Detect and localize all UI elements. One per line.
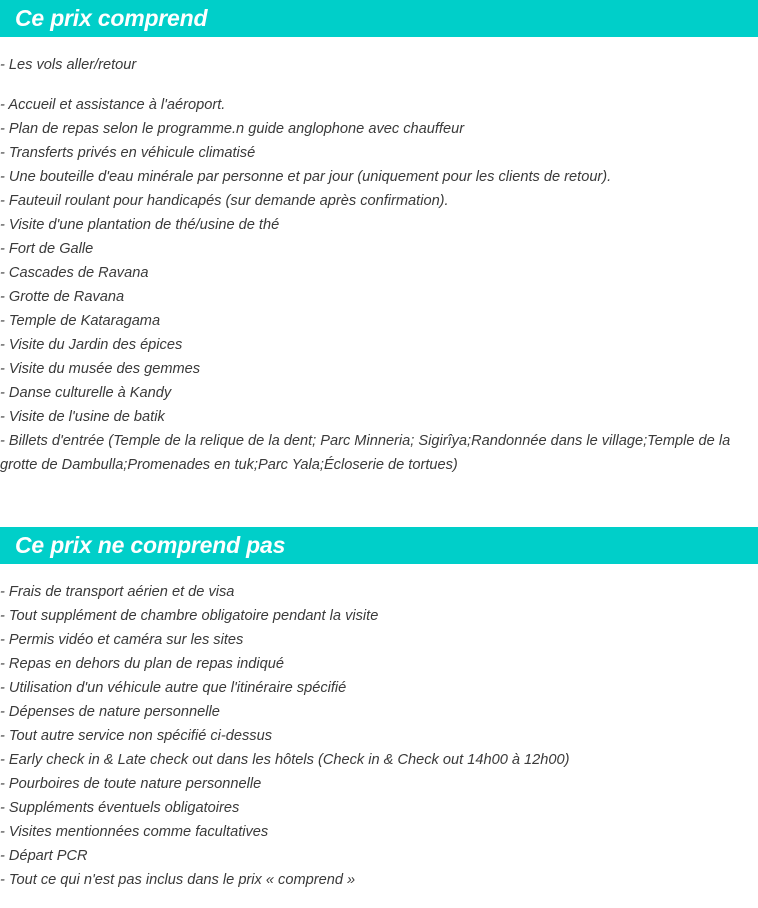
list-item: - Visite du musée des gemmes bbox=[0, 361, 201, 377]
list-item: - Plan de repas selon le programme.n guide anglophone avec chauffeur bbox=[0, 121, 465, 137]
excludes-section-header bbox=[0, 527, 758, 564]
excludes-section-title: Ce prix ne comprend pas bbox=[15, 532, 286, 558]
list-item: - Accueil et assistance à l'aéroport. bbox=[0, 97, 226, 113]
list-item: - Visite d'une plantation de thé/usine de thé bbox=[0, 217, 280, 233]
list-item: - Une bouteille d'eau minérale par personne et par jour (uniquement pour les clients de retour). bbox=[0, 169, 612, 185]
list-item: - Dépenses de nature personnelle bbox=[0, 704, 220, 720]
list-item: - Tout ce qui n'est pas inclus dans le prix « comprend » bbox=[0, 872, 356, 888]
list-item: - Visites mentionnées comme facultatives bbox=[0, 824, 269, 840]
list-item: - Fauteuil roulant pour handicapés (sur demande après confirmation). bbox=[0, 193, 449, 209]
list-item: - Visite de l'usine de batik bbox=[0, 409, 165, 425]
list-item: - Utilisation d'un véhicule autre que l'itinéraire spécifié bbox=[0, 680, 347, 696]
list-item: - Cascades de Ravana bbox=[0, 265, 149, 281]
list-item: - Temple de Kataragama bbox=[0, 313, 161, 329]
list-item: - Visite du Jardin des épices bbox=[0, 337, 183, 353]
list-item: - Les vols aller/retour bbox=[0, 57, 137, 73]
list-item: - Fort de Galle bbox=[0, 241, 94, 257]
includes-section-header bbox=[0, 0, 758, 37]
includes-first-list bbox=[0, 53, 756, 77]
includes-section-title: Ce prix comprend bbox=[15, 5, 208, 31]
list-item: - Suppléments éventuels obligatoires bbox=[0, 800, 240, 816]
list-item: - Billets d'entrée (Temple de la relique de la dent; Parc Minneria; Sigirîya;Randonnée dans le village;Temple de la grotte de Dambulla;Promenades en tuk;Parc Yala;Écloserie de tortues) bbox=[0, 433, 731, 473]
list-item: - Départ PCR bbox=[0, 848, 88, 864]
list-item: - Danse culturelle à Kandy bbox=[0, 385, 172, 401]
list-item: - Tout autre service non spécifié ci-dessus bbox=[0, 728, 273, 744]
includes-list bbox=[0, 93, 756, 477]
list-item: - Early check in & Late check out dans les hôtels (Check in & Check out 14h00 à 12h00) bbox=[0, 752, 570, 768]
list-item: - Frais de transport aérien et de visa bbox=[0, 584, 235, 600]
list-item: - Pourboires de toute nature personnelle bbox=[0, 776, 262, 792]
list-item: - Grotte de Ravana bbox=[0, 289, 125, 305]
excludes-list bbox=[0, 580, 756, 892]
list-item: - Permis vidéo et caméra sur les sites bbox=[0, 632, 244, 648]
list-item: - Repas en dehors du plan de repas indiqué bbox=[0, 656, 284, 672]
list-item: - Transferts privés en véhicule climatisé bbox=[0, 145, 256, 161]
list-item: - Tout supplément de chambre obligatoire pendant la visite bbox=[0, 608, 379, 624]
